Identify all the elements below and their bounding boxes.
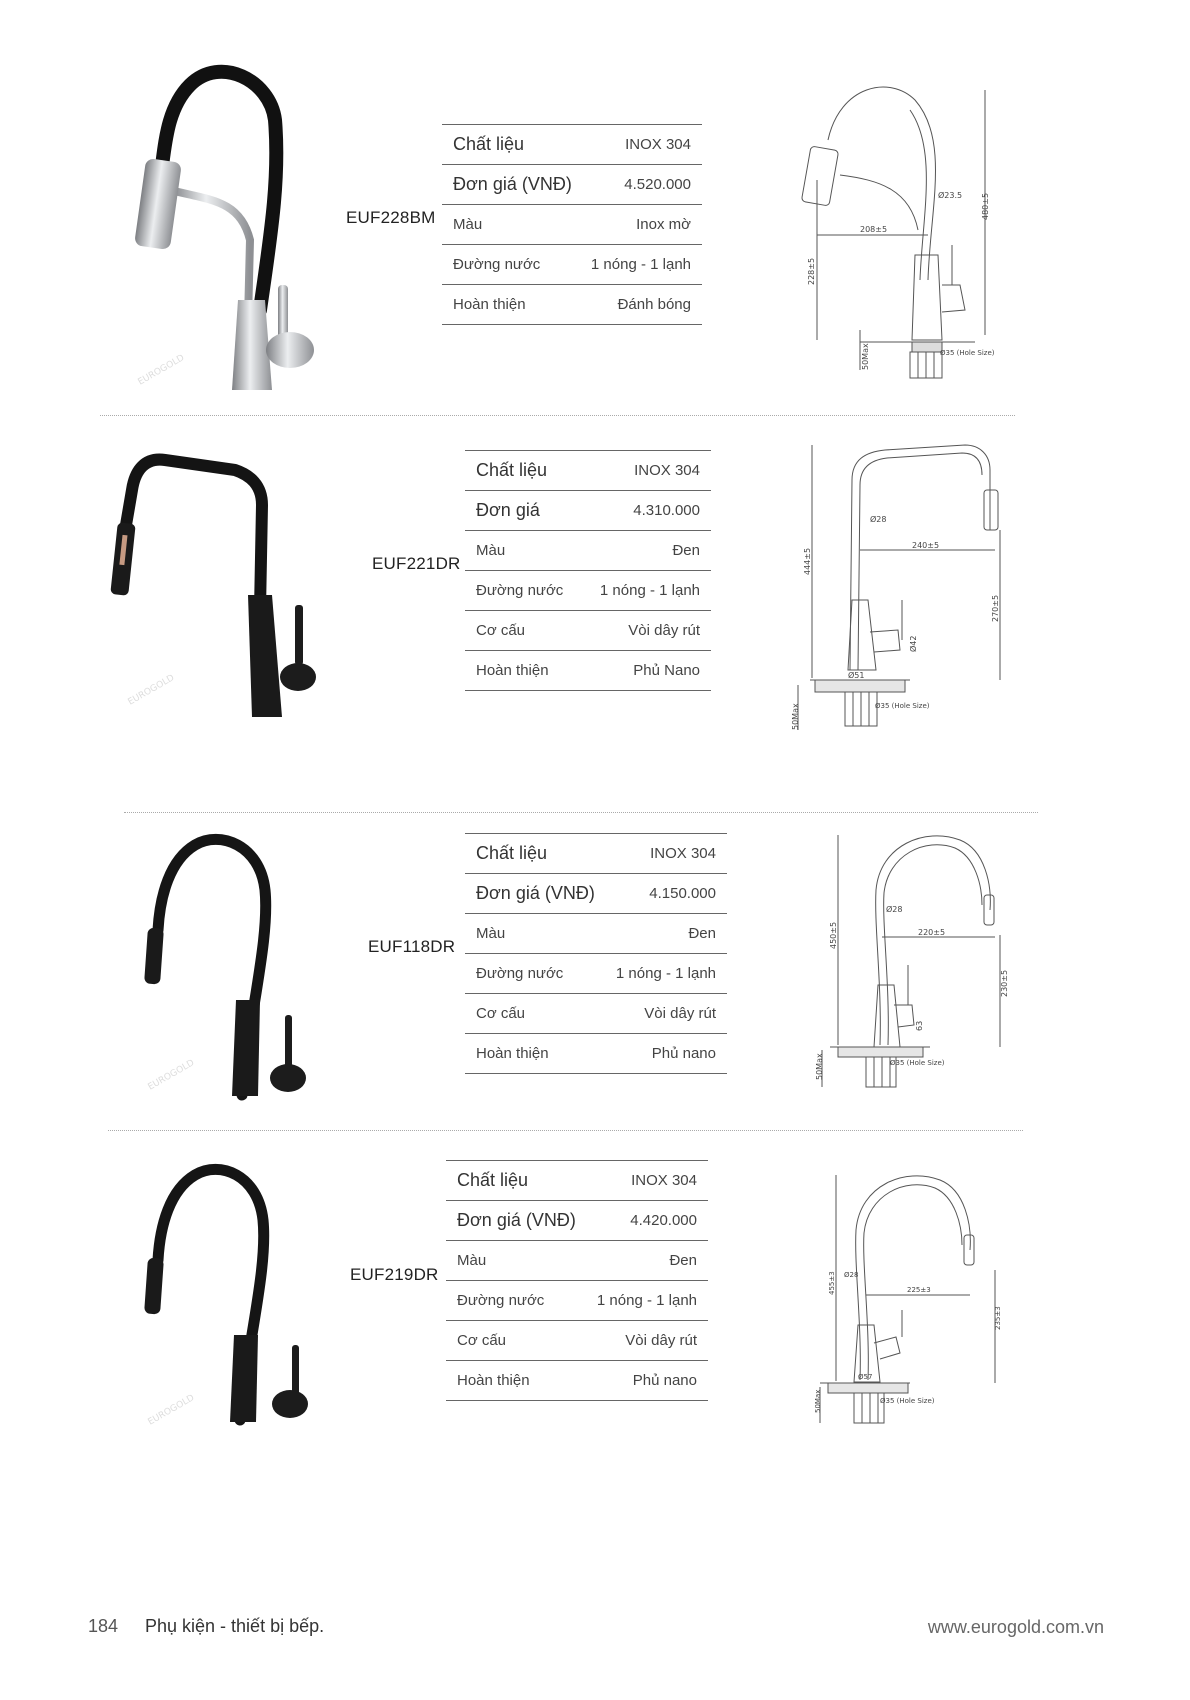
dim-label: 50Max <box>814 1389 822 1413</box>
spec-label: Hoàn thiện <box>453 296 526 313</box>
spec-value: 4.420.000 <box>630 1212 697 1229</box>
spec-row <box>442 285 702 325</box>
dim-label: 270±5 <box>991 594 1000 622</box>
technical-drawing <box>810 1165 1020 1435</box>
spec-label: Đường nước <box>476 582 564 599</box>
spec-label: Hoàn thiện <box>457 1372 530 1389</box>
spec-label: Chất liệu <box>476 460 548 480</box>
spec-row <box>446 1361 708 1401</box>
spec-value: Vòi dây rút <box>644 1005 716 1022</box>
spec-value: 4.310.000 <box>633 502 700 519</box>
section-divider <box>124 812 1038 813</box>
dim-label: 235±3 <box>994 1306 1002 1330</box>
dim-label: 455±3 <box>828 1271 836 1295</box>
spec-row <box>442 205 702 245</box>
dim-label: 50Max <box>815 1053 824 1080</box>
spec-table <box>442 124 702 325</box>
spec-label: Cơ cấu <box>457 1332 507 1349</box>
model-name: EUF219DR <box>350 1265 439 1284</box>
spec-label: Chất liệu <box>453 134 525 154</box>
spec-label: Đơn giá (VNĐ) <box>453 174 572 194</box>
spec-label: Đường nước <box>476 965 564 982</box>
spec-label: Đơn giá (VNĐ) <box>457 1210 576 1230</box>
spec-row <box>465 491 711 531</box>
spec-label: Đường nước <box>453 256 541 273</box>
model-name: EUF228BM <box>346 208 436 227</box>
dim-label: Ø51 <box>848 671 865 680</box>
spec-table <box>446 1160 708 1401</box>
spec-value: Đánh bóng <box>617 296 691 313</box>
spec-label: Màu <box>453 216 483 233</box>
dim-label: 450±5 <box>829 921 838 949</box>
dim-label: Ø42 <box>909 635 918 652</box>
spec-value: Vòi dây rút <box>628 622 700 639</box>
spec-row <box>465 994 727 1034</box>
spec-label: Chất liệu <box>457 1170 529 1190</box>
dim-label: 63 <box>915 1020 924 1031</box>
spec-row <box>465 834 727 874</box>
dim-label: 208±5 <box>860 225 888 234</box>
spec-label: Chất liệu <box>476 843 548 863</box>
dim-label: Ø28 <box>870 515 887 524</box>
spec-label: Đơn giá (VNĐ) <box>476 883 595 903</box>
spec-row <box>442 125 702 165</box>
dim-label: 228±5 <box>807 257 816 285</box>
spec-label: Màu <box>457 1252 487 1269</box>
spec-value: Phủ nano <box>651 1045 716 1062</box>
dim-label: 480±5 <box>981 192 990 220</box>
spec-value: INOX 304 <box>650 845 716 862</box>
technical-drawing <box>800 80 1010 410</box>
faucet-photo <box>120 1150 350 1450</box>
spec-row <box>465 531 711 571</box>
dim-label: Ø28 <box>844 1271 859 1279</box>
spec-label: Cơ cấu <box>476 1005 526 1022</box>
spec-row <box>465 954 727 994</box>
dim-label: 240±5 <box>912 541 940 550</box>
spec-value: 4.150.000 <box>649 885 716 902</box>
page-number: 184 <box>88 1616 119 1636</box>
website-link[interactable]: www.eurogold.com.vn <box>927 1617 1104 1637</box>
spec-value: Đen <box>688 925 716 942</box>
dim-label: Ø35 (Hole Size) <box>875 702 930 710</box>
spec-value: Phủ Nano <box>633 662 700 679</box>
technical-drawing <box>810 825 1030 1095</box>
dim-label: 220±5 <box>918 928 946 937</box>
dim-label: Ø35 (Hole Size) <box>940 349 995 357</box>
dim-label: Ø23.5 <box>938 191 963 200</box>
spec-row <box>446 1321 708 1361</box>
spec-value: INOX 304 <box>634 462 700 479</box>
watermark: EUROGOLD <box>126 673 177 708</box>
spec-label: Màu <box>476 542 506 559</box>
spec-label: Hoàn thiện <box>476 662 549 679</box>
spec-value: 1 nóng - 1 lạnh <box>590 256 691 273</box>
model-name: EUF221DR <box>372 554 461 573</box>
section-divider <box>108 1130 1023 1131</box>
spec-value: INOX 304 <box>625 136 691 153</box>
spec-row <box>465 571 711 611</box>
technical-drawing <box>790 440 1020 740</box>
spec-value: 4.520.000 <box>624 176 691 193</box>
spec-row <box>446 1201 708 1241</box>
spec-table <box>465 833 727 1074</box>
spec-value: INOX 304 <box>631 1172 697 1189</box>
spec-row <box>442 165 702 205</box>
spec-row <box>442 245 702 285</box>
spec-label: Đường nước <box>457 1292 545 1309</box>
spec-value: Vòi dây rút <box>625 1332 697 1349</box>
dim-label: 225±3 <box>907 1286 931 1294</box>
watermark: EUROGOLD <box>136 353 187 388</box>
dim-label: Ø57 <box>858 1373 873 1381</box>
section-divider <box>100 415 1015 416</box>
footer-category: Phụ kiện - thiết bị bếp. <box>145 1616 325 1636</box>
spec-label: Hoàn thiện <box>476 1045 549 1062</box>
spec-row <box>446 1161 708 1201</box>
spec-label: Đơn giá <box>476 500 540 520</box>
dim-label: 50Max <box>791 703 800 730</box>
dim-label: 50Max <box>861 343 870 370</box>
spec-row <box>446 1241 708 1281</box>
dim-label: 230±5 <box>1000 969 1009 997</box>
spec-value: Inox mờ <box>636 216 691 233</box>
faucet-photo <box>100 445 340 735</box>
spec-row <box>465 651 711 691</box>
spec-table <box>465 450 711 691</box>
spec-row <box>465 874 727 914</box>
spec-value: Đen <box>669 1252 697 1269</box>
spec-value: 1 nóng - 1 lạnh <box>615 965 716 982</box>
faucet-photo <box>120 820 350 1120</box>
spec-row <box>465 914 727 954</box>
spec-label: Cơ cấu <box>476 622 526 639</box>
spec-value: 1 nóng - 1 lạnh <box>599 582 700 599</box>
spec-row <box>465 1034 727 1074</box>
dim-label: 444±5 <box>803 547 812 575</box>
watermark: EUROGOLD <box>146 1058 197 1093</box>
dim-label: Ø28 <box>886 905 903 914</box>
dim-label: Ø35 (Hole Size) <box>880 1397 935 1405</box>
spec-value: 1 nóng - 1 lạnh <box>596 1292 697 1309</box>
watermark: EUROGOLD <box>146 1393 197 1428</box>
spec-row <box>465 451 711 491</box>
spec-label: Màu <box>476 925 506 942</box>
spec-value: Phủ nano <box>632 1372 697 1389</box>
model-name: EUF118DR <box>368 937 456 956</box>
spec-row <box>465 611 711 651</box>
faucet-photo <box>120 60 350 410</box>
spec-value: Đen <box>672 542 700 559</box>
spec-row <box>446 1281 708 1321</box>
dim-label: Ø35 (Hole Size) <box>890 1059 945 1067</box>
